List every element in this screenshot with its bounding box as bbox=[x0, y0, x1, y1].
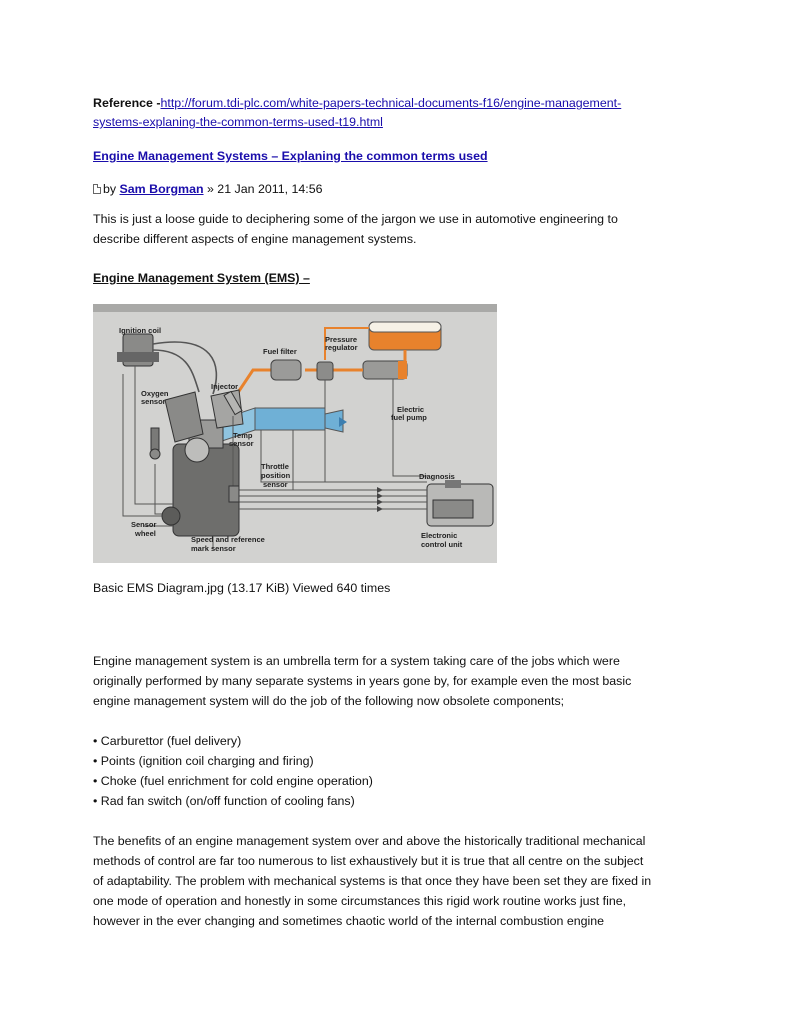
label-wheel: wheel bbox=[135, 529, 156, 538]
paragraph-line: engine management system will do the job of the following now obsolete components; bbox=[93, 694, 565, 708]
body-section bbox=[93, 651, 713, 931]
paragraph-line: of adaptability. The problem with mechanical systems is that once they have been set they are fixed in bbox=[93, 874, 652, 888]
paragraph-line: originally performed by many separate systems in years gone by, for example even the most basic bbox=[93, 674, 632, 688]
label-diagnosis: Diagnosis bbox=[419, 472, 455, 481]
label-control-unit: control unit bbox=[421, 540, 463, 549]
label-mark-sensor: mark sensor bbox=[191, 544, 236, 553]
label-fuel-pump: fuel pump bbox=[391, 413, 427, 422]
post-date: » 21 Jan 2011, 14:56 bbox=[203, 182, 323, 196]
label-throttle: Throttle bbox=[261, 462, 289, 471]
reference-line bbox=[93, 94, 693, 132]
ems-diagram bbox=[93, 304, 497, 563]
label-temp-sensor: sensor bbox=[229, 439, 254, 448]
label-oxygen: Oxygen bbox=[141, 389, 169, 398]
label-fuel-filter: Fuel filter bbox=[263, 347, 297, 356]
label-oxygen-sensor: sensor bbox=[141, 397, 166, 406]
byline bbox=[93, 179, 693, 199]
paragraph-line: however in the ever changing and sometimes chaotic world of the internal combustion engine bbox=[93, 914, 605, 928]
paragraph-line: Engine management system is an umbrella term for a system taking care of the jobs which were bbox=[93, 654, 620, 668]
label-injector: Injector bbox=[211, 382, 239, 391]
paragraph-line: methods of control are far too numerous to list exhaustively but it is true that all centre on the subject bbox=[93, 854, 644, 868]
paragraph-2 bbox=[93, 831, 713, 931]
label-temp: Temp bbox=[233, 431, 253, 440]
author-link[interactable]: Sam Borgman bbox=[119, 182, 204, 196]
paragraph-1 bbox=[93, 651, 713, 711]
label-electric: Electric bbox=[397, 405, 425, 414]
list-item: • Points (ignition coil charging and firing) bbox=[93, 754, 314, 768]
label-pressure: Pressure bbox=[325, 335, 358, 344]
post-title-line bbox=[93, 146, 693, 166]
post-title-link[interactable]: Engine Management Systems – Explaning the common terms used bbox=[93, 149, 488, 163]
section-heading: Engine Management System (EMS) – bbox=[93, 271, 310, 285]
list-item: • Choke (fuel enrichment for cold engine operation) bbox=[93, 774, 373, 788]
document-icon bbox=[93, 184, 101, 194]
label-position: position bbox=[261, 471, 291, 480]
document-body bbox=[93, 94, 693, 288]
paragraph-line: The benefits of an engine management system over and above the historically traditional mechanical bbox=[93, 834, 646, 848]
label-sensor: Sensor bbox=[131, 520, 157, 529]
intro-line-1: This is just a loose guide to deciphering some of the jargon we use in automotive engineering to bbox=[93, 212, 618, 226]
by-label: by bbox=[103, 182, 120, 196]
list-item: • Rad fan switch (on/off function of cooling fans) bbox=[93, 794, 355, 808]
label-speed-ref: Speed and reference bbox=[191, 535, 265, 544]
label-throttle-sensor: sensor bbox=[263, 480, 288, 489]
label-electronic: Electronic bbox=[421, 531, 458, 540]
label-ignition-coil: Ignition coil bbox=[119, 326, 162, 335]
reference-link[interactable]: http://forum.tdi-plc.com/white-papers-technical-documents-f16/engine-management- systems-explaning-the-common-terms-used-t19.html bbox=[93, 96, 622, 129]
diagram-caption: Basic EMS Diagram.jpg (13.17 KiB) Viewed 640 times bbox=[93, 581, 391, 595]
paragraph-line: one mode of operation and honestly in some circumstances this rigid work routine works just fine, bbox=[93, 894, 627, 908]
label-regulator: regulator bbox=[325, 343, 358, 352]
intro-line-2: describe different aspects of engine management systems. bbox=[93, 232, 417, 246]
list-item: • Carburettor (fuel delivery) bbox=[93, 734, 242, 748]
reference-label: Reference - bbox=[93, 96, 161, 110]
bullet-list bbox=[93, 731, 713, 811]
